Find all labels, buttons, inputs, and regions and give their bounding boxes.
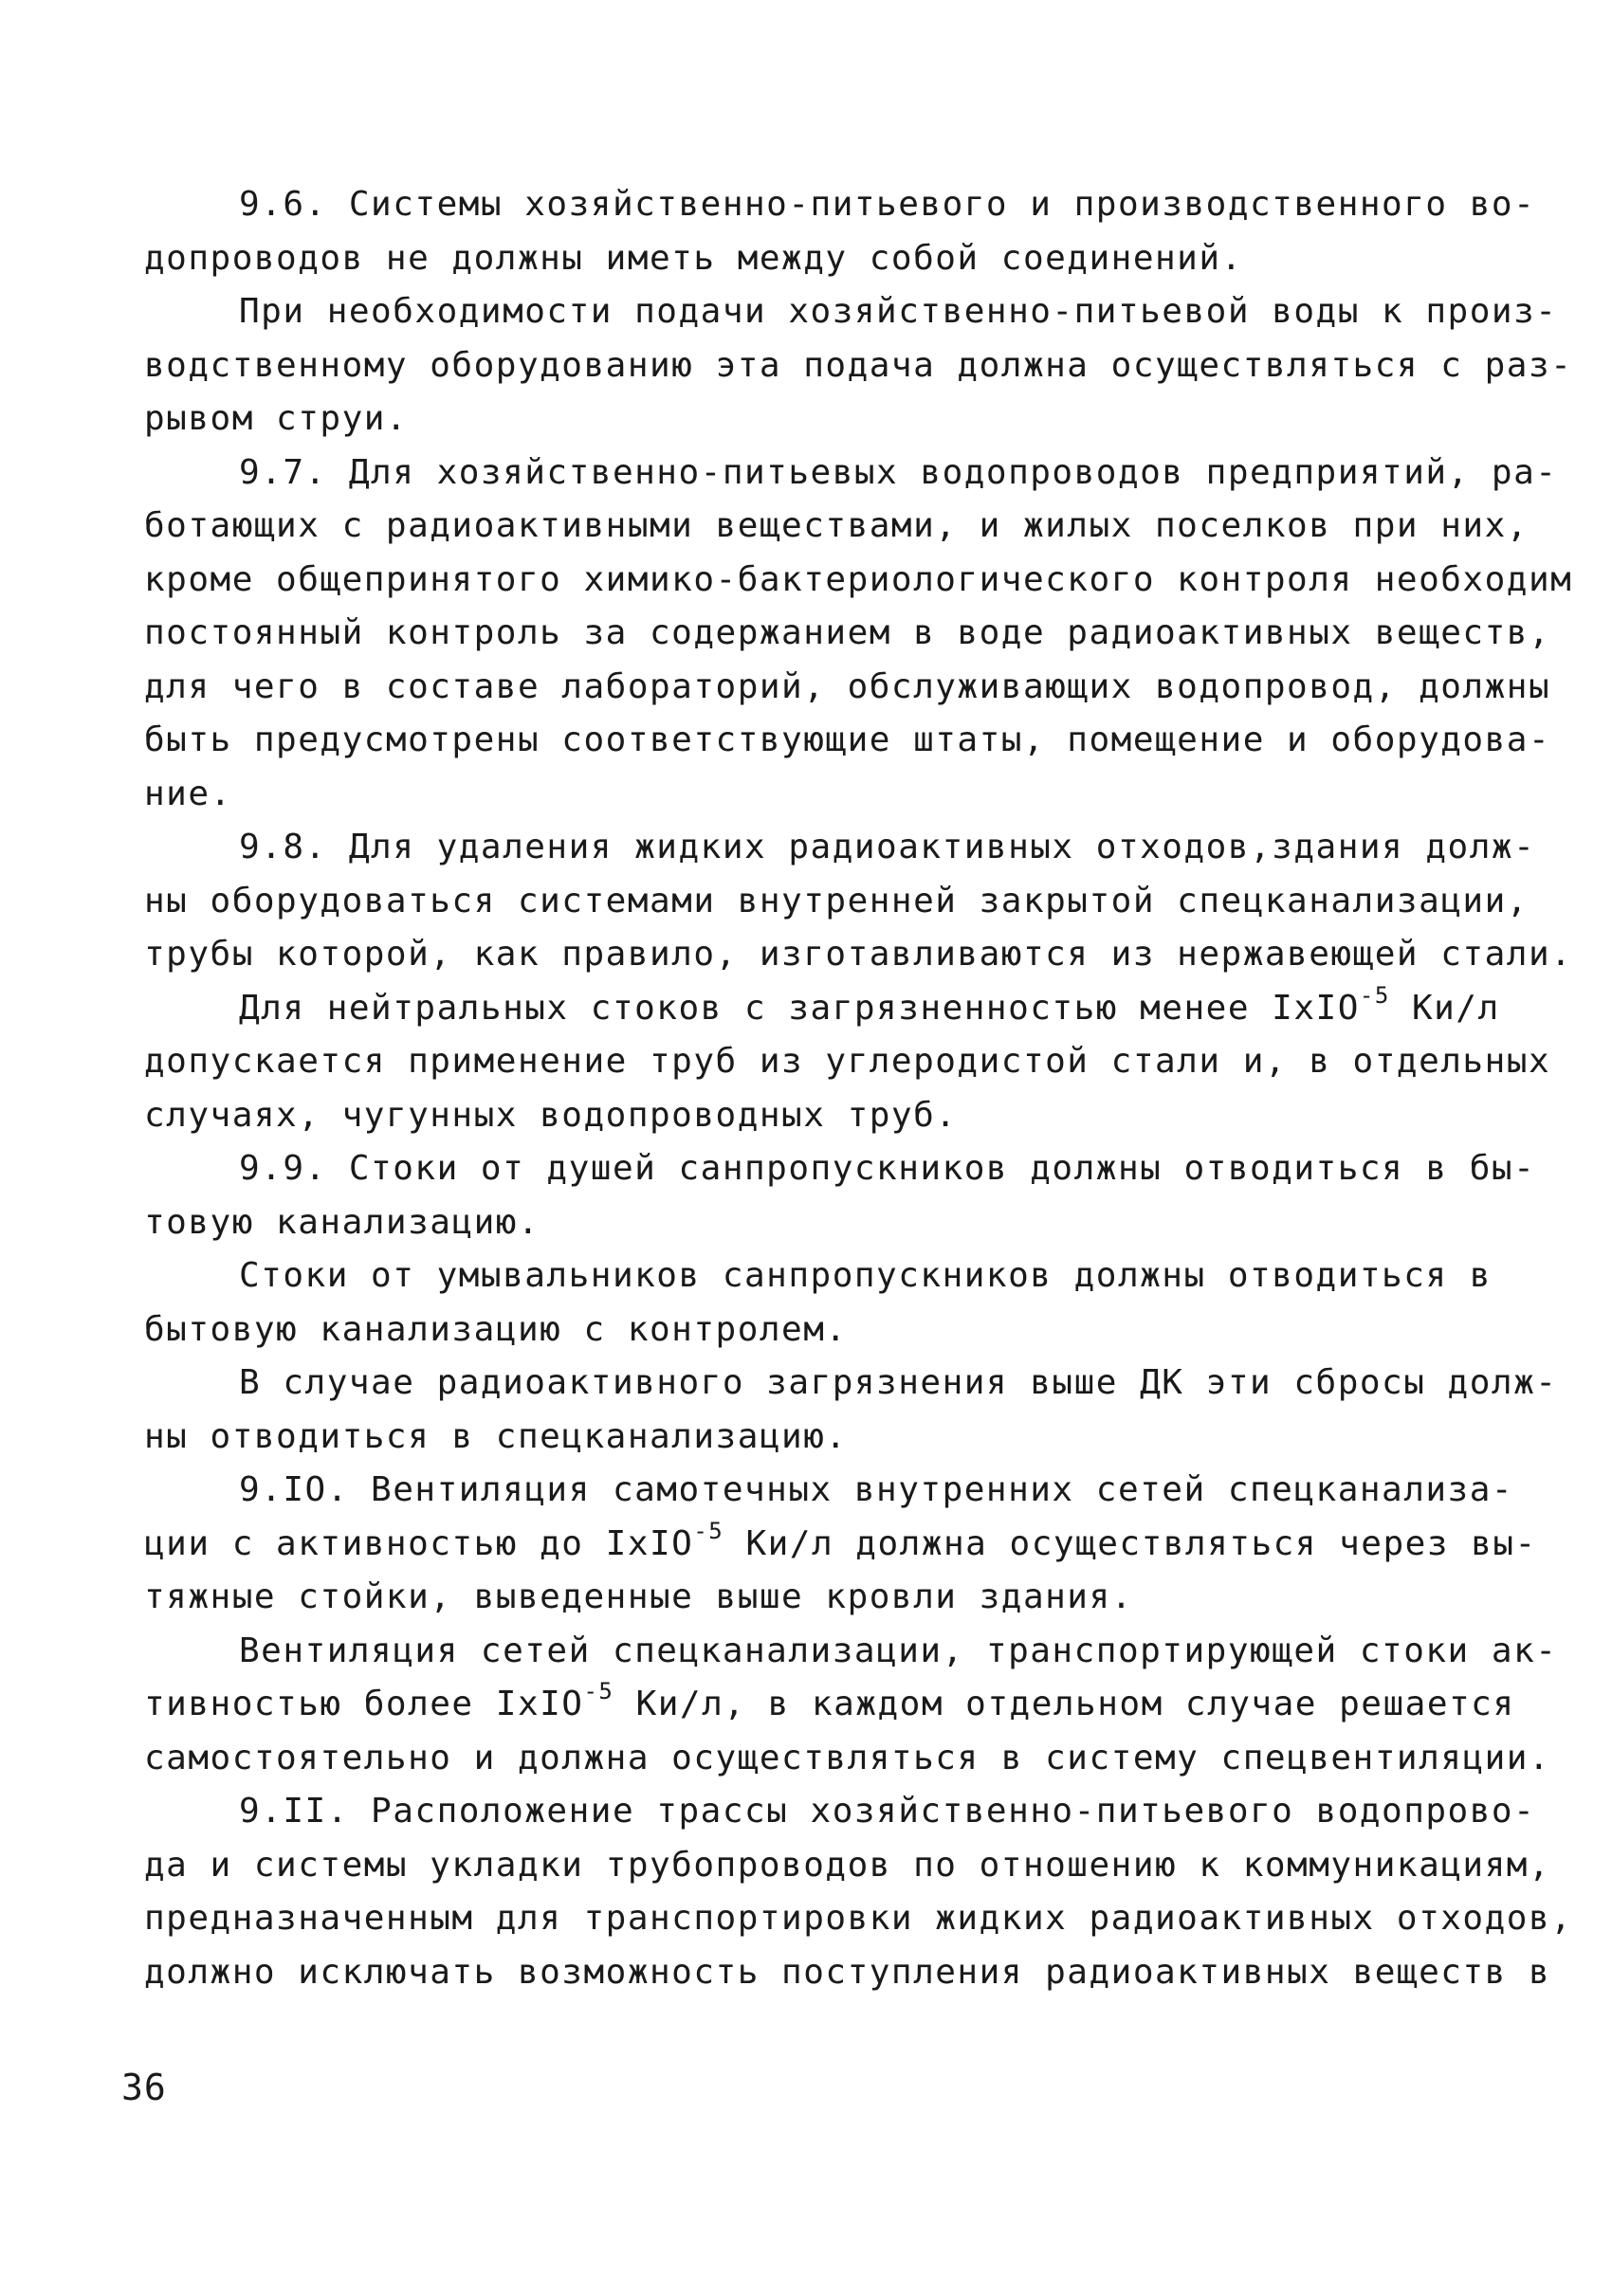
text-line-content: бытовую канализацию с контролем. bbox=[144, 1309, 848, 1349]
text-line-content: тяжные стойки, выведенные выше кровли здания. bbox=[144, 1577, 1133, 1616]
text-line-content: При необходимости подачи хозяйственно-питьевой воды к произ- bbox=[239, 292, 1558, 331]
text-line bbox=[144, 500, 1529, 554]
text-line bbox=[144, 1411, 1472, 1465]
text-line bbox=[144, 661, 1551, 715]
text-line bbox=[144, 1089, 1472, 1143]
text-line bbox=[144, 875, 1529, 929]
text-line bbox=[144, 714, 1551, 768]
text-line-content: ны отводиться в спецканализацию. bbox=[144, 1416, 848, 1456]
text-line bbox=[144, 178, 1536, 232]
text-line-content: для чего в составе лабораторий, обслуживающих водопровод, должны bbox=[144, 666, 1551, 706]
text-line-content: ны оборудоваться системами внутренней закрытой спецканализации, bbox=[144, 881, 1529, 920]
text-line-content: товую канализацию. bbox=[144, 1202, 540, 1242]
text-line bbox=[144, 1785, 1536, 1839]
text-line-content: Для нейтральных стоков с загрязненностью менее IxIO bbox=[239, 988, 1360, 1028]
text-line-content: 9.IO. Вентиляция самотечных внутренних сетей спецканализа- bbox=[239, 1470, 1514, 1509]
text-line-content: тивностью более IxIO bbox=[144, 1685, 584, 1723]
text-line-content: допускается применение труб из углеродистой стали и, в отдельных bbox=[144, 1042, 1551, 1081]
text-line bbox=[144, 554, 1573, 608]
text-line-content: случаях, чугунных водопроводных труб. bbox=[144, 1095, 958, 1135]
text-line-content: 9.II. Расположение трассы хозяйственно-питьевого водопрово- bbox=[239, 1792, 1536, 1831]
text-line bbox=[144, 1517, 1537, 1572]
exponent-superscript: -5 bbox=[693, 1517, 724, 1544]
text-line-content: самостоятельно и должна осуществляться в систему спецвентиляции. bbox=[144, 1738, 1551, 1777]
text-line-content: В случае радиоактивного загрязнения выше ДК эти сбросы долж- bbox=[239, 1363, 1558, 1402]
text-line-content: предназначенным для транспортировки жидких радиоактивных отходов, bbox=[144, 1899, 1573, 1938]
text-line-content: Вентиляция сетей спецканализации, транспортирующей стоки ак- bbox=[239, 1631, 1558, 1670]
text-line bbox=[144, 1571, 1472, 1625]
text-line-continuation: Ки/л должна осуществляться через вы- bbox=[724, 1523, 1537, 1563]
text-line-content: ботающих с радиоактивными веществами, и жилых поселков при них, bbox=[144, 506, 1529, 545]
text-line bbox=[144, 1892, 1573, 1946]
text-line-content: 9.8. Для удаления жидких радиоактивных отходов,здания долж- bbox=[239, 828, 1536, 866]
exponent-superscript: -5 bbox=[1359, 981, 1390, 1009]
text-line-content: допроводов не должны иметь между собой соединений. bbox=[144, 238, 1243, 278]
text-line-content: 9.7. Для хозяйственно-питьевых водопроводов предприятий, ра- bbox=[239, 452, 1558, 492]
page-number: 36 bbox=[121, 2067, 167, 2108]
text-line-content: кроме общепринятого химико-бактериологического контроля необходим bbox=[144, 559, 1573, 599]
text-line bbox=[144, 607, 1551, 661]
text-line bbox=[144, 1464, 1514, 1518]
text-line-content: Стоки от умывальников санпропускников должны отводиться в bbox=[239, 1256, 1492, 1295]
text-line-content: должно исключать возможность поступления радиоактивных веществ в bbox=[144, 1952, 1551, 1992]
text-line bbox=[144, 285, 1558, 339]
text-line bbox=[144, 1035, 1551, 1089]
text-line bbox=[144, 821, 1536, 875]
text-line bbox=[144, 1142, 1536, 1196]
text-line bbox=[144, 1196, 1472, 1250]
text-line bbox=[144, 446, 1558, 501]
text-line bbox=[144, 1678, 1515, 1732]
text-line bbox=[144, 928, 1573, 982]
text-line-continuation: Ки/л, в каждом отдельном случае решается bbox=[614, 1685, 1515, 1723]
text-line bbox=[144, 1249, 1492, 1303]
text-line bbox=[144, 981, 1500, 1036]
text-line-content: ние. bbox=[144, 774, 232, 813]
text-line bbox=[144, 1732, 1551, 1786]
text-line bbox=[144, 1946, 1551, 2000]
text-line bbox=[144, 1839, 1551, 1893]
text-line bbox=[144, 1357, 1558, 1411]
text-line-content: да и системы укладки трубопроводов по отношению к коммуникациям, bbox=[144, 1845, 1551, 1885]
text-line bbox=[144, 1303, 1472, 1358]
text-line-content: рывом струи. bbox=[144, 399, 409, 438]
text-line-content: постоянный контроль за содержанием в воде радиоактивных веществ, bbox=[144, 613, 1551, 652]
text-line-continuation: Ки/л bbox=[1389, 988, 1500, 1028]
text-line-content: 9.6. Системы хозяйственно-питьевого и производственного во- bbox=[239, 185, 1536, 224]
text-line bbox=[144, 1625, 1558, 1679]
text-line bbox=[144, 768, 1472, 822]
body-text bbox=[144, 178, 1573, 1999]
exponent-superscript: -5 bbox=[583, 1678, 614, 1704]
text-line-content: трубы которой, как правило, изготавливаются из нержавеющей стали. bbox=[144, 935, 1573, 974]
text-line-content: водственному оборудованию эта подача должна осуществляться с раз- bbox=[144, 345, 1573, 385]
text-line-content: ции с активностью до IxIO bbox=[144, 1523, 694, 1563]
text-line bbox=[144, 232, 1472, 286]
text-line bbox=[144, 339, 1573, 393]
text-line-content: 9.9. Стоки от душей санпропускников должны отводиться в бы- bbox=[239, 1149, 1536, 1188]
text-line bbox=[144, 392, 1472, 446]
text-line-content: быть предусмотрены соответствующие штаты, помещение и оборудова- bbox=[144, 720, 1551, 759]
